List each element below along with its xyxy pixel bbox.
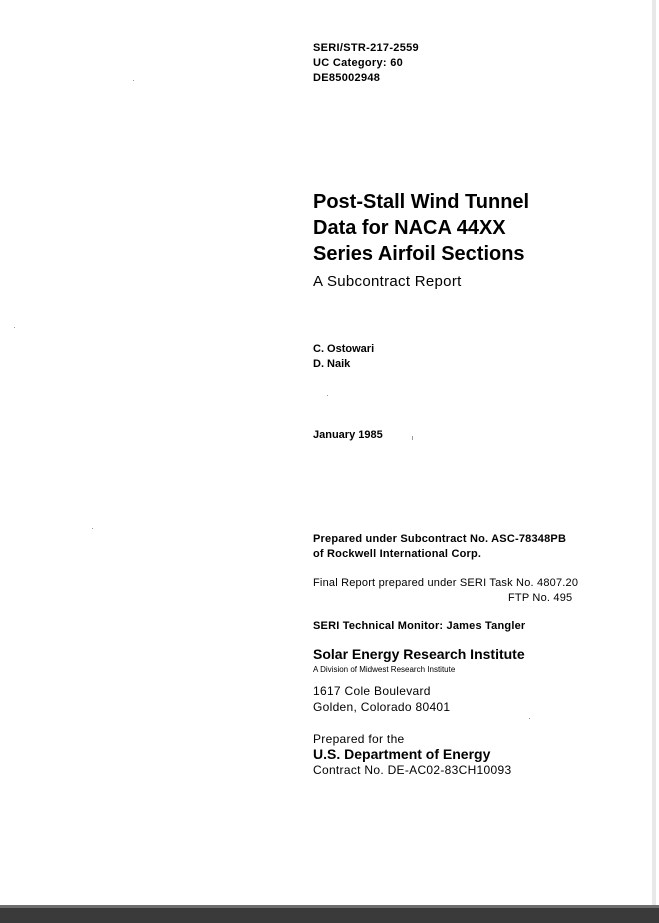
publication-date: January 1985 [313,429,383,441]
final-report-line: Final Report prepared under SERI Task No. 4807.20 [313,577,579,589]
author-name: D. Naik [313,358,351,370]
address-line: 1617 Cole Boulevard [313,684,431,698]
report-subtitle: A Subcontract Report [313,273,462,290]
scan-speck [92,528,93,529]
author-name: C. Ostowari [313,343,375,355]
uc-category: UC Category: 60 [313,57,404,69]
author-list [313,342,374,372]
report-identifiers [313,41,419,86]
report-title [313,189,529,267]
ftp-number: FTP No. 495 [508,592,573,604]
institute-division: A Division of Midwest Research Institute [313,665,456,674]
document-id: DE85002948 [313,72,381,84]
report-number: SERI/STR-217-2559 [313,42,419,54]
sponsor-agency: U.S. Department of Energy [313,746,491,762]
scan-speck [412,436,413,440]
title-line: Data for NACA 44XX [313,217,506,239]
technical-monitor: SERI Technical Monitor: James Tangler [313,620,526,632]
scan-speck [529,718,530,719]
company-line: of Rockwell International Corp. [313,548,482,560]
viewer-bottom-bar [0,905,659,923]
bar-highlight [0,905,659,908]
scan-speck [327,395,328,396]
subcontract-info [313,532,566,562]
page-edge [652,0,656,905]
institute-name: Solar Energy Research Institute [313,646,525,662]
title-line: Post-Stall Wind Tunnel [313,191,530,213]
title-line: Series Airfoil Sections [313,243,525,265]
subcontract-line: Prepared under Subcontract No. ASC-78348PB [313,533,567,545]
contract-number: Contract No. DE-AC02-83CH10093 [313,763,512,777]
scan-speck [133,80,134,81]
scan-speck [14,327,15,328]
address-line: Golden, Colorado 80401 [313,700,451,714]
institute-address [313,683,450,715]
prepared-for-label: Prepared for the [313,732,405,746]
